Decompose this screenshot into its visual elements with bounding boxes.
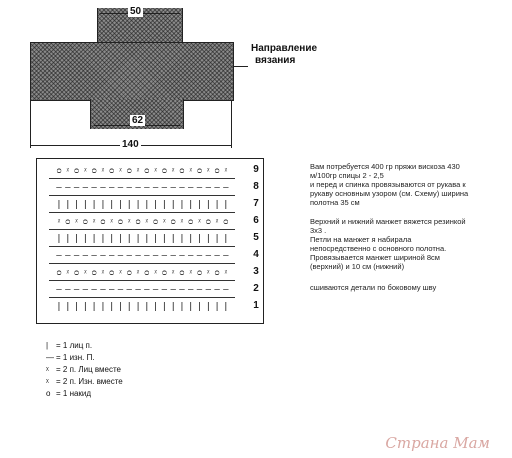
chart-symbol: ᵡ <box>224 268 228 278</box>
chart-symbol: | <box>117 200 124 210</box>
direction-label: Направление вязания <box>251 43 318 66</box>
chart-row <box>55 233 230 245</box>
chart-symbol: | <box>196 234 203 244</box>
info-paragraph <box>310 217 500 271</box>
chart-symbol: | <box>205 234 211 244</box>
chart-row-divider <box>49 297 235 298</box>
chart-symbol: ᴑ <box>65 217 71 227</box>
chart-symbol: | <box>144 200 150 210</box>
chart-symbol: — <box>135 183 141 193</box>
chart-symbol: ᴑ <box>91 166 97 176</box>
chart-symbol: — <box>205 251 211 261</box>
chart-symbol: ᴑ <box>126 268 132 278</box>
chart-symbol: — <box>152 183 159 193</box>
chart-row-number: 2 <box>253 283 259 294</box>
chart-symbol: — <box>161 183 168 193</box>
chart-symbol: ᴑ <box>197 268 202 278</box>
chart-symbol: ᴑ <box>144 268 150 278</box>
chart-symbol: | <box>82 200 89 210</box>
chart-symbol: | <box>161 200 168 210</box>
chart-symbol: | <box>108 302 115 312</box>
legend-text: = 2 п. Изн. вместе <box>56 377 123 386</box>
chart-row-divider <box>49 229 235 230</box>
chart-symbol: | <box>161 234 168 244</box>
chart-symbol: ᴑ <box>126 166 132 176</box>
chart-symbol: ᵡ <box>189 268 192 278</box>
chart-symbol: — <box>65 183 71 193</box>
chart-symbol: | <box>56 200 62 210</box>
chart-symbol: | <box>135 302 141 312</box>
chart-symbol: ᵡ <box>180 217 184 227</box>
chart-symbol: | <box>223 302 229 312</box>
chart-symbol: | <box>126 200 132 210</box>
chart-symbol: — <box>152 285 159 295</box>
chart-symbol: — <box>100 183 106 193</box>
chart-row-divider <box>49 178 235 179</box>
chart-symbol: | <box>188 302 194 312</box>
chart-symbol: | <box>214 234 220 244</box>
dim-bottom-label: 62 <box>132 115 144 126</box>
chart-symbol: — <box>135 251 141 261</box>
chart-symbol: | <box>65 302 71 312</box>
chart-symbol: ᴑ <box>161 268 167 278</box>
chart-symbol: — <box>144 285 150 295</box>
chart-symbol: | <box>214 302 220 312</box>
chart-symbol: ᵡ <box>66 166 70 176</box>
chart-symbol: | <box>179 200 185 210</box>
chart-row-divider <box>49 280 235 281</box>
chart-symbol: — <box>82 251 89 261</box>
chart-symbol: | <box>223 200 229 210</box>
instructions-text <box>310 162 500 304</box>
chart-symbol: — <box>108 285 115 295</box>
info-line: Петли на манжет я набирала <box>310 235 412 244</box>
chart-symbol: ᴑ <box>135 217 141 227</box>
info-line: Провязывается манжет шириной 8см <box>310 253 440 262</box>
chart-symbol: | <box>82 302 89 312</box>
chart-row-number: 4 <box>253 249 259 260</box>
chart-symbol: ᵡ <box>127 217 131 227</box>
chart-symbol: ᵡ <box>171 268 175 278</box>
chart-symbol: | <box>170 234 176 244</box>
legend-item <box>46 352 123 364</box>
chart-symbol: ᵡ <box>66 268 70 278</box>
chart-symbol: — <box>117 251 124 261</box>
info-line: (верхний) и 10 см (нижний) <box>310 262 405 271</box>
legend-text: = 1 изн. П. <box>56 353 95 362</box>
chart-row <box>55 267 230 279</box>
chart-symbol: — <box>223 183 229 193</box>
chart-symbol: | <box>91 200 97 210</box>
chart-symbol: ᴑ <box>100 217 106 227</box>
chart-row <box>55 301 230 313</box>
chart-symbol: | <box>65 234 71 244</box>
chart-symbol: | <box>108 234 115 244</box>
chart-symbol: — <box>179 285 185 295</box>
dim-total-label: 140 <box>122 139 139 150</box>
chart-symbol: | <box>117 302 124 312</box>
chart-row-number: 6 <box>253 215 259 226</box>
chart-symbol: ᵡ <box>101 166 105 176</box>
watermark-logo: Страна Мам <box>385 434 490 452</box>
legend-symbol: ᵡ <box>46 365 49 374</box>
info-line: и перед и спинка провязываются от рукава к <box>310 180 466 189</box>
chart-symbol: — <box>223 251 229 261</box>
chart-symbol: | <box>144 302 150 312</box>
chart-symbol: ᵡ <box>110 217 113 227</box>
chart-symbol: | <box>179 234 185 244</box>
chart-symbol: ᵡ <box>189 166 192 176</box>
chart-symbol: — <box>82 183 89 193</box>
chart-symbol: | <box>108 200 115 210</box>
chart-symbol: ᴑ <box>74 268 79 278</box>
info-line: Верхний и нижний манжет вяжется резинкой <box>310 217 466 226</box>
chart-symbol: | <box>73 200 80 210</box>
chart-symbol: — <box>161 251 168 261</box>
chart-symbol: | <box>126 302 132 312</box>
legend-symbol: | <box>46 341 49 350</box>
chart-symbol: — <box>91 285 97 295</box>
legend-text: = 2 п. Лиц вместе <box>56 365 121 374</box>
chart-symbol: ᴑ <box>223 217 229 227</box>
chart-symbol: ᵡ <box>198 217 201 227</box>
chart-symbol: — <box>108 183 115 193</box>
chart-symbol: — <box>73 285 80 295</box>
chart-symbol: | <box>65 200 71 210</box>
main-body <box>30 42 234 101</box>
chart-symbol: — <box>161 285 168 295</box>
stitch-chart <box>36 158 264 324</box>
dim-top-label: 50 <box>130 6 142 17</box>
chart-symbol: ᵡ <box>136 268 140 278</box>
chart-symbol: ᴑ <box>91 268 97 278</box>
chart-row-number: 8 <box>253 181 259 192</box>
chart-symbol: — <box>82 285 89 295</box>
chart-symbol: — <box>205 183 211 193</box>
chart-symbol: — <box>56 183 62 193</box>
chart-row <box>55 182 230 194</box>
chart-symbol: ᵡ <box>207 166 210 176</box>
info-paragraph <box>310 162 500 207</box>
chart-row-number: 1 <box>253 300 259 311</box>
chart-row <box>55 199 230 211</box>
chart-symbol: | <box>170 200 176 210</box>
chart-symbol: | <box>135 200 141 210</box>
info-line: сшиваются детали по боковому шву <box>310 283 437 292</box>
info-line: 3х3 . <box>310 226 327 235</box>
chart-symbol: | <box>144 234 150 244</box>
info-paragraph <box>310 283 500 292</box>
chart-symbol: ᴑ <box>74 166 79 176</box>
chart-symbol: — <box>100 251 106 261</box>
chart-symbol: | <box>73 234 80 244</box>
legend-symbol: ᵡ <box>46 377 49 386</box>
chart-symbol: — <box>117 183 124 193</box>
chart-symbol: — <box>56 285 62 295</box>
chart-symbol: — <box>91 183 97 193</box>
chart-symbol: — <box>126 251 132 261</box>
chart-symbol: ᵡ <box>145 217 149 227</box>
chart-symbol: | <box>152 234 159 244</box>
chart-symbol: — <box>117 285 124 295</box>
chart-symbol: — <box>65 285 71 295</box>
chart-symbol: — <box>73 183 80 193</box>
chart-symbol: | <box>100 302 106 312</box>
chart-symbol: — <box>144 183 150 193</box>
chart-symbol: — <box>144 251 150 261</box>
chart-symbol: — <box>56 251 62 261</box>
chart-symbol: — <box>188 251 194 261</box>
chart-symbol: ᴑ <box>170 217 176 227</box>
chart-symbol: ᴑ <box>214 166 220 176</box>
chart-symbol: ᵡ <box>224 166 228 176</box>
chart-symbol: | <box>126 234 132 244</box>
chart-symbol: | <box>73 302 80 312</box>
legend-text: = 1 накид <box>56 389 92 398</box>
chart-symbol: ᴑ <box>144 166 150 176</box>
chart-symbol: — <box>179 183 185 193</box>
chart-symbol: ᴑ <box>56 166 62 176</box>
chart-row-number: 9 <box>253 164 259 175</box>
legend-symbol: о <box>46 389 51 398</box>
chart-symbol: ᵡ <box>207 268 210 278</box>
chart-symbol: ᴑ <box>56 268 62 278</box>
chart-symbol: | <box>91 234 97 244</box>
chart-row-divider <box>49 212 235 213</box>
legend-item <box>46 340 123 352</box>
chart-symbol: — <box>170 183 176 193</box>
chart-symbol: | <box>91 302 97 312</box>
chart-symbol: ᴑ <box>179 166 185 176</box>
chart-symbol: | <box>205 302 211 312</box>
chart-symbol: ᴑ <box>179 268 185 278</box>
chart-symbol: — <box>179 251 185 261</box>
chart-row-number: 3 <box>253 266 259 277</box>
chart-symbol: — <box>126 183 132 193</box>
chart-symbol: | <box>179 302 185 312</box>
chart-row-number: 5 <box>253 232 259 243</box>
chart-symbol: — <box>170 251 176 261</box>
legend <box>46 340 123 400</box>
chart-symbol: | <box>188 234 194 244</box>
chart-symbol: | <box>214 200 220 210</box>
chart-symbol: ᴑ <box>109 268 115 278</box>
chart-symbol: — <box>152 251 159 261</box>
chart-symbol: — <box>196 285 203 295</box>
chart-symbol: — <box>126 285 132 295</box>
chart-symbol: ᵡ <box>163 217 166 227</box>
chart-symbol: | <box>56 234 62 244</box>
direction-arrow <box>234 66 248 67</box>
chart-symbol: ᵡ <box>119 268 122 278</box>
chart-symbol: ᵡ <box>215 217 219 227</box>
chart-symbol: ᵡ <box>154 268 157 278</box>
info-line: Вам потребуется 400 гр пряжи вискоза 430 <box>310 162 460 171</box>
chart-symbol: ᴑ <box>82 217 88 227</box>
chart-symbol: | <box>117 234 124 244</box>
chart-row <box>55 284 230 296</box>
chart-symbol: — <box>135 285 141 295</box>
chart-symbol: — <box>214 285 220 295</box>
chart-symbol: | <box>196 302 203 312</box>
chart-symbol: | <box>100 200 106 210</box>
chart-symbol: — <box>214 251 220 261</box>
chart-symbol: — <box>91 251 97 261</box>
chart-row <box>55 216 230 228</box>
chart-symbol: — <box>170 285 176 295</box>
chart-symbol: ᵡ <box>136 166 140 176</box>
chart-symbol: ᵡ <box>171 166 175 176</box>
legend-item <box>46 376 123 388</box>
chart-row <box>55 250 230 262</box>
chart-symbol: | <box>188 200 194 210</box>
chart-row <box>55 165 230 177</box>
chart-symbol: ᴑ <box>205 217 211 227</box>
chart-symbol: | <box>82 234 89 244</box>
legend-item <box>46 388 123 400</box>
chart-symbol: | <box>205 200 211 210</box>
info-line: полотна 35 см <box>310 198 360 207</box>
chart-symbol: ᵡ <box>57 217 61 227</box>
chart-symbol: ᴑ <box>118 217 123 227</box>
legend-item <box>46 364 123 376</box>
chart-symbol: | <box>170 302 176 312</box>
chart-row-divider <box>49 195 235 196</box>
chart-symbol: | <box>223 234 229 244</box>
chart-symbol: — <box>73 251 80 261</box>
chart-symbol: | <box>152 302 159 312</box>
chart-symbol: | <box>135 234 141 244</box>
info-line: непосредственно с основного полотна. <box>310 244 447 253</box>
chart-symbol: ᵡ <box>101 268 105 278</box>
chart-symbol: ᵡ <box>119 166 122 176</box>
chart-symbol: ᴑ <box>161 166 167 176</box>
chart-symbol: ᵡ <box>84 166 87 176</box>
chart-symbol: ᵡ <box>92 217 96 227</box>
info-line: рукаву основным узором (см. Схему) ширина <box>310 189 469 198</box>
legend-text: = 1 лиц п. <box>56 341 93 350</box>
chart-symbol: — <box>188 285 194 295</box>
chart-symbol: — <box>214 183 220 193</box>
chart-row-divider <box>49 263 235 264</box>
chart-symbol: | <box>152 200 159 210</box>
chart-symbol: | <box>100 234 106 244</box>
chart-symbol: ᵡ <box>154 166 157 176</box>
chart-symbol: ᴑ <box>214 268 220 278</box>
chart-symbol: — <box>223 285 229 295</box>
info-line: м/100гр спицы 2 - 2,5 <box>310 171 384 180</box>
chart-symbol: ᴑ <box>188 217 194 227</box>
chart-row-number: 7 <box>253 198 259 209</box>
chart-symbol: — <box>196 251 203 261</box>
chart-row-divider <box>49 246 235 247</box>
legend-symbol: — <box>46 353 54 362</box>
chart-symbol: ᵡ <box>84 268 87 278</box>
chart-symbol: — <box>100 285 106 295</box>
chart-symbol: ᴑ <box>109 166 115 176</box>
chart-symbol: — <box>188 183 194 193</box>
chart-symbol: ᴑ <box>153 217 159 227</box>
chart-symbol: — <box>205 285 211 295</box>
chart-symbol: | <box>161 302 168 312</box>
chart-symbol: ᴑ <box>197 166 202 176</box>
chart-symbol: | <box>196 200 203 210</box>
chart-symbol: ᵡ <box>75 217 78 227</box>
chart-symbol: | <box>56 302 62 312</box>
chart-symbol: — <box>65 251 71 261</box>
chart-symbol: — <box>108 251 115 261</box>
chart-symbol: — <box>196 183 203 193</box>
